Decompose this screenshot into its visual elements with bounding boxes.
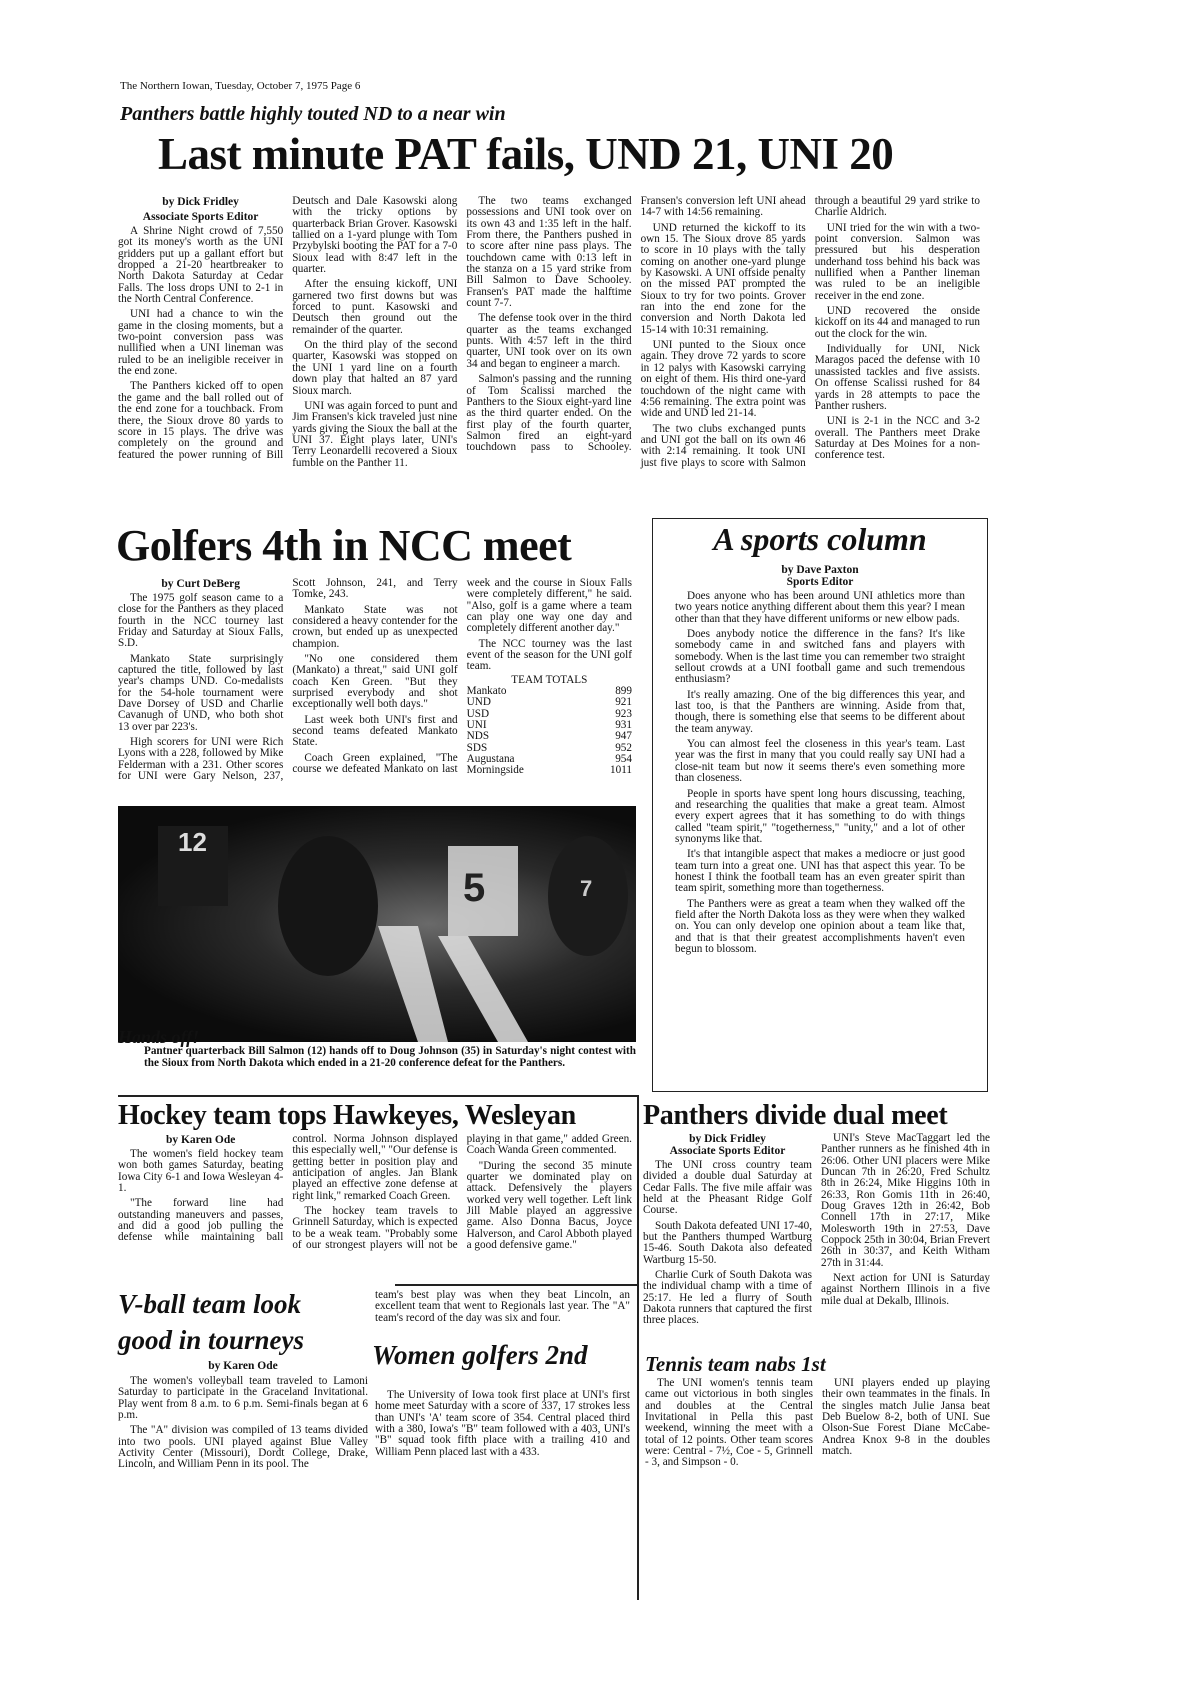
paragraph: UNI players ended up playing their own teammates in the finals. In the singles match Julie Jansa beat Deb Buelow 8-2, both of UNI. Sue Olson-Sue Forest Diane McCabe-Andrea Knox 9-8 in the doubles match.	[822, 1377, 990, 1458]
paragraph: Mankato State surprisingly captured the title, followed by last year's champs UND. Co-medalists for the 54-hole tournament were Dave Dorsey of USD and Charlie Cavanugh of UND, who both shot 13 over par 223's.	[118, 652, 284, 733]
team-total-row	[467, 697, 632, 708]
team-total-row	[467, 765, 632, 776]
team-name: Augustana	[466, 752, 515, 765]
cross-country-headline: Panthers divide dual meet	[643, 1100, 948, 1131]
svg-text:7: 7	[580, 876, 593, 901]
paragraph: The defense took over in the third quarter as the teams exchanged punts. With 4:57 left in the third quarter, UNI took over on its own 34 and began to engineer a march.	[466, 312, 632, 370]
paragraph: UNI punted to the Sioux once again. They drove 72 yards to score in 12 palys with Kasowski carrying on eight of them. His third one-yard touchdown of the night came with 4:56 remaining. The extra point was wide and UND led 21-14.	[640, 339, 806, 420]
divider	[118, 1095, 638, 1097]
caption-text: Pantner quarterback Bill Salmon (12) hands off to Doug Johnson (35) in Saturday's night contest with the Sioux from North Dakota which ended in a 21-20 conference defeat for the Panthers.	[144, 1045, 636, 1069]
svg-text:12: 12	[178, 827, 207, 857]
column-headline: A sports column	[713, 521, 927, 557]
paragraph: The Panthers were as great a team when they walked off the field after the North Dakota loss as they were when they walked on. You can only develop one opinion about a team like that, and that is that their greatest accomplishments haven't even begun to blossom.	[675, 897, 965, 955]
byline: by Karen Ode	[208, 1360, 278, 1372]
paragraph: A Shrine Night crowd of 7,550 got its money's worth as the UNI gridders put up a gallant effort but dropped a 21-20 heartbreaker to North Dakota Saturday at Cedar Falls. The loss drops UNI to 2-1 in the North Central Conference.	[118, 225, 284, 306]
paragraph: Does anyone who has been around UNI athletics more than two years notice anything different about them this year? I mean other than that they have different uniforms or new elbow pads.	[675, 590, 965, 625]
team-score: 899	[615, 685, 632, 698]
paragraph: Charlie Curk of South Dakota was the individual champ with a time of 25:17. He led a flurry of South Dakota runners that captured the first three places.	[643, 1269, 812, 1327]
volleyball-continued: team's best play was when they beat Lincoln, an excellent team that went to Regionals last year. The "A" team's record of the day was six and four.	[375, 1289, 630, 1324]
paragraph: UNI was again forced to punt and Jim Fransen's kick traveled just nine yards giving the Sioux the ball at the UNI 37. Eight plays later, UNI's Terry Leonardelli recovered a Sioux fumble on the Panther 11.	[292, 399, 458, 469]
team-total-row	[467, 720, 632, 731]
team-name: UND	[466, 696, 491, 709]
women-golf-headline: Women golfers 2nd	[372, 1340, 588, 1370]
paragraph: UND recovered the onside kickoff on its 44 and managed to run out the clock for the win.	[814, 305, 980, 340]
team-score: 952	[615, 741, 632, 754]
column-body	[653, 591, 987, 955]
football-headline: Last minute PAT fails, UND 21, UNI 20	[158, 129, 894, 179]
paragraph: "No one considered them (Mankato) a threat," said UNI golf coach Ken Green. "But they surprised everybody and shot exceptionally well both days."	[292, 653, 458, 711]
golf-headline: Golfers 4th in NCC meet	[116, 521, 572, 570]
paragraph: The two clubs exchanged punts and UNI got the ball on its own 46 with 2:14 remaining. It took UNI just five plays to score with Salmon through a beautiful 29 yard strike to Charlie Aldrich.	[640, 195, 980, 469]
paragraph: The 1975 golf season came to a close for the Panthers as they placed fourth in the NCC tourney last Friday and Saturday at Sioux Falls, S.D.	[118, 592, 284, 650]
paragraph: Mankato State was not considered a heavy contender for the crown, but ended up as unexpected champion.	[292, 603, 458, 650]
paragraph: The women's volleyball team traveled to Lamoni Saturday to participate in the Graceland Invitational. Play went from 8 a.m. to 6 p.m. Semi-finals began at 6 p.m.	[118, 1375, 368, 1422]
team-name: USD	[466, 707, 490, 720]
paragraph: "During the second 35 minute quarter we dominated play on attack. Defensively the players worked very well together. Left link Jill Mable played an aggressive game. Also Donna Bacus, Joyce Halverson, and Carol Abboth played a good defensive game."	[466, 1159, 632, 1252]
paragraph: The "A" division was compiled of 13 teams divided into two pools. UNI played against Blue Valley Activity Center (Missouri), Dordt College, Drake, Lincoln, and William Penn in its pool. The	[118, 1424, 368, 1471]
paragraph: It's really amazing. One of the big differences this year, and last too, is that the Panthers are winning. Aside from that, though, there is something else that seems to be different about the team anyway.	[675, 688, 965, 735]
paragraph: The two teams exchanged possessions and UNI took over on its own 43 and 1:35 left in the half. From there, the Panthers pushed in to score after nine pass plays. The touchdown came with 0:13 left in the stanza on a 15 yard strike from Bill Salmon to Dave Schooley. Fransen's PAT made the halftime count 7-7.	[466, 195, 632, 310]
paragraph: On the third play of the second quarter, Kasowski was stopped on the UNI 1 yard line on a fourth down play that halted an 87 yard Sioux march.	[292, 339, 458, 397]
volleyball-body	[118, 1376, 368, 1475]
paragraph: The UNI cross country team divided a double dual Saturday at Cedar Falls. The five mile affair was held at the Pheasant Ridge Golf Course.	[643, 1159, 812, 1217]
story-body	[643, 1133, 990, 1327]
team-name: NDS	[466, 730, 490, 743]
story-body	[118, 1134, 632, 1251]
paragraph: Individually for UNI, Nick Maragos paced the defense with 10 unassisted tackles and five assists. On offense Scalissi rushed for 84 yards in 28 attempts to pace the Panther rushers.	[814, 343, 980, 412]
paragraph: The hockey team travels to Grinnell Saturday, which is expected to be a weak team. "Probably some of our strongest players will not be playing in that game," added Green. Coach Wanda Green commented.	[292, 1133, 632, 1252]
paragraph: "The forward line had outstanding maneuvers and passes, and did a good job pulling the defense while maintaining ball control. Norma Johnson displayed this especially well," "Our defense is getting better in position play and anticipation of angles. Jan Blank played an effective zone defense at right link," remarked Coach Green.	[118, 1133, 458, 1244]
paragraph: After the ensuing kickoff, UNI garnered two first downs but was forced to punt. Kasowski and Deutsch then ground out the remainder of the quarter.	[292, 278, 458, 336]
team-score: 931	[615, 718, 632, 731]
team-totals-table	[467, 686, 632, 776]
paragraph: Coach Green explained, "The course we defeated Mankato on last week and the course in Sioux Falls were completely different," he said. "Also, golf is a game where a team can play one way one day and completely different another day."	[292, 577, 632, 776]
paragraph: The UNI women's tennis team came out victorious in both singles and doubles at the Central Invitational in Pella this past weekend, winning the meet with a total of 12 points. Other team scores were: Central - 7½, Coe - 5, Grinnell - 3, and Simpson - 0.	[645, 1377, 813, 1469]
byline-title: Associate Sports Editor	[669, 1145, 786, 1157]
football-kicker: Panthers battle highly touted ND to a near win	[120, 103, 506, 125]
golf-story	[118, 578, 632, 804]
paragraph: UND returned the kickoff to its own 15. The Sioux drove 85 yards to score in 10 plays with the tally coming on another one-yard plunge by Kasowski. A UNI offside penalty on the missed PAT prompted the Sioux to try for two points. Grover ran into the end zone for the conversion and North Dakota led 15-14 with 10:31 remaining.	[640, 221, 806, 336]
team-score: 1011	[610, 764, 632, 777]
byline: by Dick Fridley	[162, 196, 239, 208]
byline-title: Associate Sports Editor	[142, 211, 259, 223]
tennis-headline: Tennis team nabs 1st	[645, 1352, 826, 1376]
paragraph: UNI is 2-1 in the NCC and 3-2 overall. The Panthers meet Drake Saturday at Des Moines for a non-conference test.	[814, 415, 980, 462]
hockey-story	[118, 1134, 632, 1274]
byline: by Dick Fridley	[689, 1133, 766, 1145]
team-score: 921	[615, 696, 632, 709]
team-name: Mankato	[466, 685, 507, 698]
team-totals-title: TEAM TOTALS	[511, 673, 588, 686]
team-score: 947	[615, 730, 632, 743]
byline: by Curt DeBerg	[161, 578, 240, 590]
team-score: 954	[615, 752, 632, 765]
team-total-row	[467, 709, 632, 720]
paragraph: You can almost feel the closeness in this year's team. Last year was the first in many that you could really say UNI had a close-nit team but now it seems there's even something more than closeness.	[675, 738, 965, 785]
paragraph: Salmon's passing and the running of Tom Scalissi marched the Panthers to the Sioux eight-yard line as the third quarter ended. On the first play of the fourth quarter, Salmon fired an eight-yard touchdown pass to Schooley. Fransen's conversion left UNI ahead 14-7 with 14:56 remaining.	[466, 195, 806, 454]
cross-country-story	[643, 1133, 990, 1347]
volleyball-headline-line2: good in tourneys	[118, 1325, 305, 1355]
team-name: SDS	[466, 741, 488, 754]
svg-text:5: 5	[463, 866, 486, 910]
story-body	[118, 196, 980, 469]
masthead: The Northern Iowan, Tuesday, October 7, 1975 Page 6	[120, 80, 361, 92]
team-total-row	[467, 686, 632, 697]
team-name: Morningside	[466, 764, 524, 777]
paragraph: People in sports have spent long hours discussing, teaching, and researching the qualities that make a great team. Almost every expert agrees that it has something to do with things called "team spirit," "togetherness," "unity," and a lot of other synonyms like that.	[675, 787, 965, 845]
paragraph: UNI tried for the win with a two-point conversion. Salmon was pressured but his desperation underhand toss behind his back was nullified when a Panther lineman was ruled to be an ineligible receiver in the end zone.	[814, 221, 980, 302]
paragraph: The University of Iowa took first place at UNI's first home meet Saturday with a score of 337, 17 strokes less than UNI's 'A' team score of 354. Central placed third with a 380, Iowa's "B" team followed with a 403, UNI's "B" squad took fifth place with a trailing 410 and William Penn placed last with a 433.	[375, 1389, 630, 1458]
byline-title: Sports Editor	[786, 576, 854, 588]
caption-title: Hands off!	[118, 1027, 200, 1047]
paragraph: Next action for UNI is Saturday against Northern Illinois in a five mile dual at Dekalb, Illinois.	[821, 1272, 990, 1307]
team-name: UNI	[466, 718, 487, 731]
byline: by Karen Ode	[165, 1134, 236, 1146]
football-story	[118, 196, 980, 508]
team-score: 923	[615, 707, 632, 720]
paragraph: UNI had a chance to win the game in the closing moments, but a two-point conversion pass was nullified when a UNI lineman was ruled to be an ineligible receiver in the end zone.	[118, 308, 284, 378]
paragraph: The Panthers kicked off to open the game and the ball rolled out of the end zone for a touchback. From there, the Sioux drove 80 yards to score in 15 plays. The drive was completely on the ground and featured the power running of Bill Deutsch and Dale Kasowski along with the tricky options by quarterback Brian Grover. Kasowski tallied on a 1-yard plunge with Tom Przybylski booting the PAT for a 7-0 Sioux lead with 8:47 left in the quarter.	[118, 195, 458, 461]
paragraph: Last week both UNI's first and second teams defeated Mankato State.	[292, 713, 458, 749]
volleyball-headline-line1: V-ball team look	[118, 1289, 302, 1319]
paragraph: UNI's Steve MacTaggart led the Panther runners as he finished 4th in 26:06. Other UNI placers were Mike Duncan 7th in 26:20, Fred Schultz 8th in 26:24, Mike Higgins 10th in 26:33, Ron Gomis 11th in 26:40, Doug Graves 12th in 26:42, Bob Connell 17th in 27:17, Mike Molesworth 19th in 27:53, Dave Coppock 25th in 30:04, Brian Frevert 26th in 30:37, and Keith Witham 27th in 31:44.	[821, 1132, 990, 1269]
football-photo	[118, 806, 636, 1042]
women-golf-body	[375, 1390, 630, 1462]
paragraph: South Dakota defeated UNI 17-40, but the Panthers thumped Wartburg 15-46. South Dakota also defeated Wartburg 15-50.	[643, 1219, 812, 1266]
paragraph: The NCC tourney was the last event of the season for the UNI golf team.	[466, 637, 632, 673]
paragraph: It's that intangible aspect that makes a mediocre or just good team turn into a great one. UNI has that aspect this year. To be honest I think the football team has an even greater spirit than team spirit, something more than togetherness.	[675, 848, 965, 895]
paragraph: High scorers for UNI were Rich Lyons with a 228, followed by Mike Felderman with a 231. Other scores for UNI were Gary Nelson, 237, Scott Johnson, 241, and Terry Tomke, 243.	[118, 577, 458, 783]
photo-caption	[118, 1028, 636, 1069]
tennis-story	[645, 1378, 990, 1470]
paragraph: Does anybody notice the difference in the fans? It's like somebody came in and switched fans and players with somebody. When is the last time you can remember two straight sellout crowds at a UNI football game and such tremendous enthusiasm?	[675, 628, 965, 686]
sports-column-box	[652, 518, 988, 1092]
volleyball-headline	[118, 1286, 304, 1358]
paragraph: The women's field hockey team won both games Saturday, beating Iowa City 6-1 and Iowa Wesleyan 4-1.	[118, 1148, 284, 1195]
divider	[637, 1095, 639, 1600]
divider	[395, 1284, 638, 1286]
team-total-row	[467, 731, 632, 742]
byline: by Dave Paxton	[781, 564, 859, 576]
photo-image	[118, 806, 636, 1042]
hockey-headline: Hockey team tops Hawkeyes, Wesleyan	[118, 1100, 576, 1131]
